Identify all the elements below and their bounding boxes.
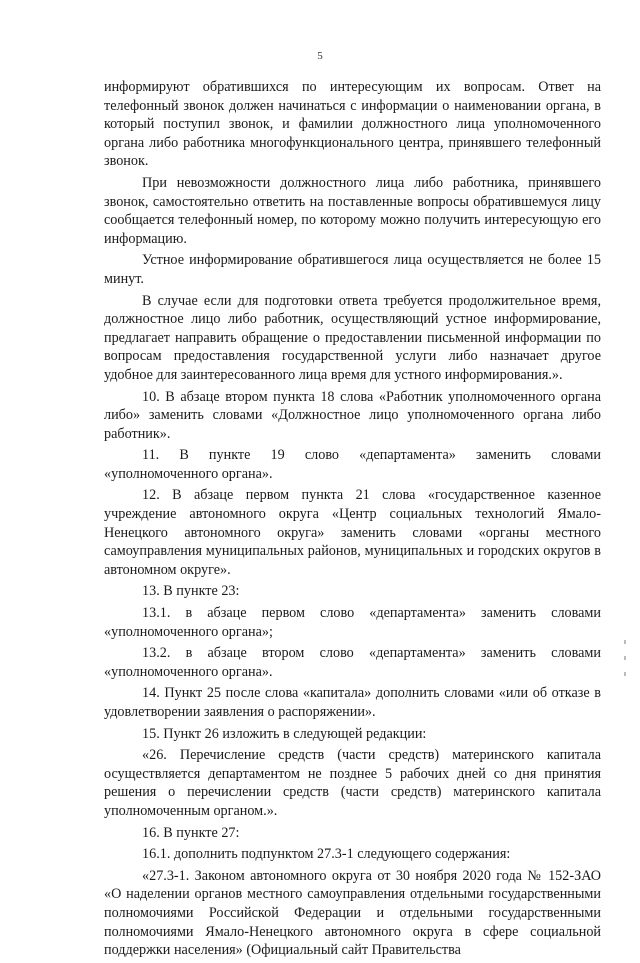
paragraph: 11. В пункте 19 слово «департамента» заменить словами «уполномоченного органа». [104,447,601,482]
paragraph: В случае если для подготовки ответа требуется продолжительное время, должностное лицо либо работник, осуществляющий устное информирование, предлагает направить обращение о предоставлении письменной информации по вопросам предоставления государственной услуги либо назначает другое удобное для заинтересованного лица время для устного информирования.». [104,292,601,383]
paragraph: 16. В пункте 27: [142,824,240,841]
paragraph: При невозможности должностного лица либо работника, принявшего звонок, самостоятельно ответить на поставленные вопросы обратившемуся лицу сообщается телефонный номер, по которому можно получить интересующую его информацию. [104,174,601,247]
paragraph: 12. В абзаце первом пункта 21 слова «государственное казенное учреждение автономного округа «Центр социальных технологий Ямало-Ненецкого автономного округа» заменить словами «органы местного самоуправления муниципальных районов, муниципальных и городских округов в автономном округе». [104,487,601,578]
scan-artifact [624,672,626,676]
document-body [104,78,601,963]
paragraph: «26. Перечисление средств (части средств) материнского капитала осуществляется департаментом не позднее 5 рабочих дней со дня принятия решения о перечислении средств (части средств) материнского капитала уполномоченным органом.». [104,747,601,819]
paragraph: 13.1. в абзаце первом слово «департамента» заменить словами «уполномоченного органа»; [104,605,601,640]
paragraph: 15. Пункт 26 изложить в следующей редакции: [142,725,427,742]
paragraph: 13. В пункте 23: [142,583,240,600]
paragraph: 14. Пункт 25 после слова «капитала» дополнить словами «или об отказе в удовлетворении заявления о распоряжении». [104,685,601,720]
paragraph: 16.1. дополнить подпунктом 27.3-1 следующего содержания: [142,846,511,863]
paragraph: 13.2. в абзаце втором слово «департамента» заменить словами «уполномоченного органа». [104,645,601,680]
paragraph: «27.3-1. Законом автономного округа от 30 ноября 2020 года № 152-ЗАО «О наделении органов местного самоуправления отдельными государственными полномочиями Российской Федерации и отдельными государственными полномочиями Ямало-Ненецкого автономного округа в сфере социальной поддержки населения» (Официальный сайт Правительства [104,867,601,959]
paragraph: информируют обратившихся по интересующим их вопросам. Ответ на телефонный звонок должен начинаться с информации о наименовании органа, в который поступил звонок, и фамилии должностного лица уполномоченного органа либо работника многофункционального центра, принявшего телефонный звонок. [104,79,601,170]
scan-artifact [624,656,626,660]
paragraph: Устное информирование обратившегося лица осуществляется не более 15 минут. [104,252,601,287]
page-number: 5 [317,50,323,62]
paragraph: 10. В абзаце втором пункта 18 слова «Работник уполномоченного органа либо» заменить словами «Должностное лицо уполномоченного органа либо работник». [104,388,601,442]
scan-artifact [624,640,626,644]
